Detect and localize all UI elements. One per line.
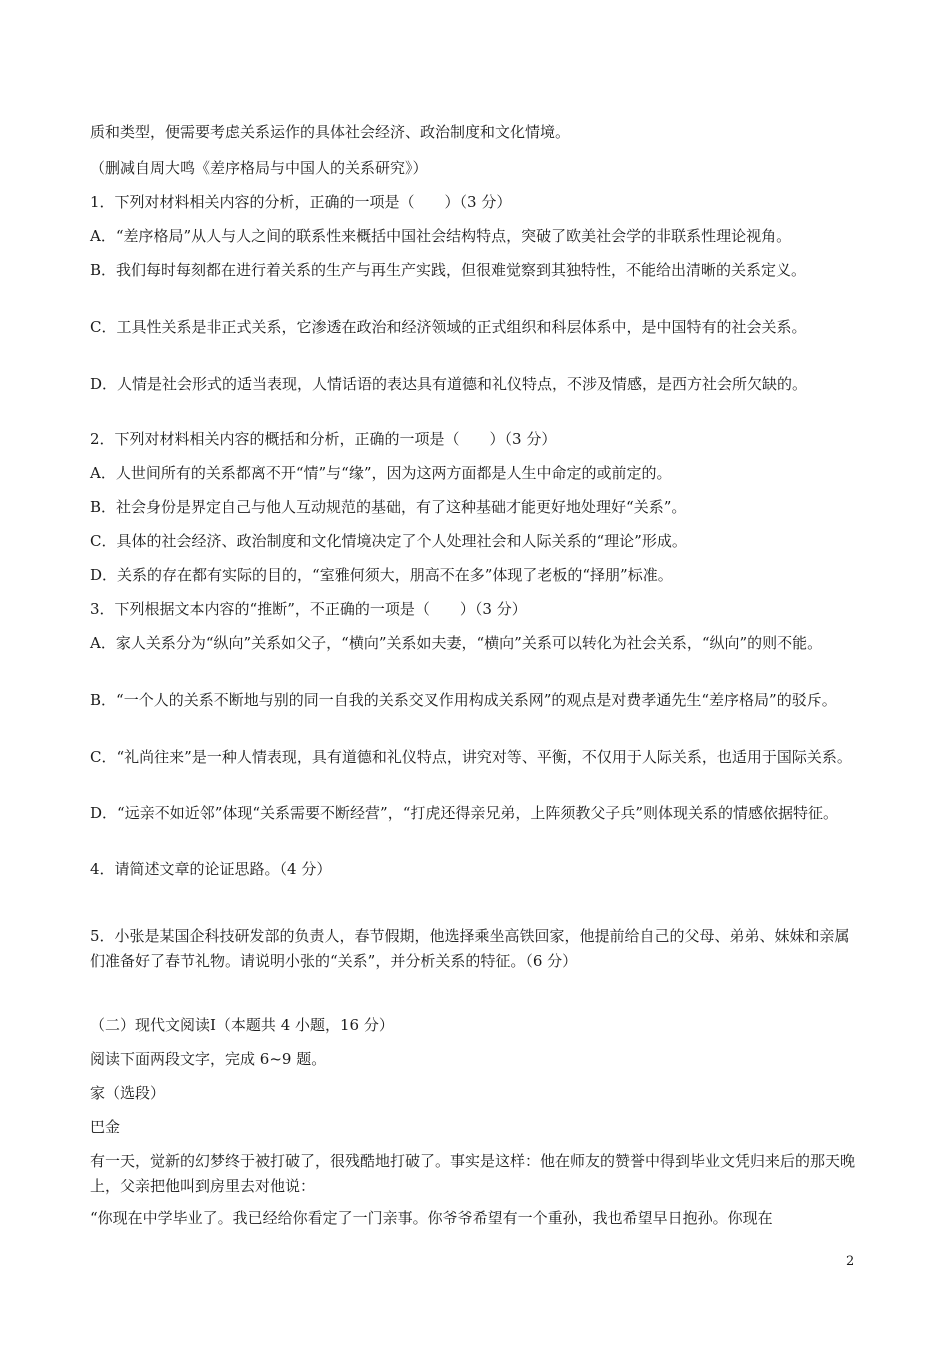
question-1-option-c: C．工具性关系是非正式关系，它渗透在政治和经济领域的正式组织和科层体系中，是中国特有的社会关系。	[90, 318, 807, 336]
question-3-option-a: A．家人关系分为“纵向”关系如父子，“横向”关系如夫妻，“横向”关系可以转化为社会关系，“纵向”的则不能。	[90, 634, 823, 652]
question-1-option-b: B．我们每时每刻都在进行着关系的生产与再生产实践，但很难觉察到其独特性，不能给出清晰的关系定义。	[90, 261, 807, 279]
question-3-option-b: B．“一个人的关系不断地与别的同一自我的关系交叉作用构成关系网”的观点是对费孝通先生“差序格局”的驳斥。	[90, 691, 837, 709]
passage-paragraph: “你现在中学毕业了。我已经给你看定了一门亲事。你爷爷希望有一个重孙，我也希望早日抱孙。你现在	[90, 1209, 773, 1227]
question-2-option-c: C．具体的社会经济、政治制度和文化情境决定了个人处理社会和人际关系的“理论”形成。	[90, 532, 687, 550]
question-3-option-c: C．“礼尚往来”是一种人情表现，具有道德和礼仪特点，讲究对等、平衡，不仅用于人际关系，也适用于国际关系。	[90, 748, 852, 766]
question-5: 5．小张是某国企科技研发部的负责人，春节假期，他选择乘坐高铁回家，他提前给自己的父母、弟弟、妹妹和亲属们准备好了春节礼物。请说明小张的“关系”，并分析关系的特征。（6 分）	[90, 927, 850, 970]
question-2: 2．下列对材料相关内容的概括和分析，正确的一项是（ ）（3 分）	[90, 430, 557, 448]
page-number: 2	[846, 1254, 855, 1269]
question-1-option-d: D．人情是社会形式的适当表现，人情话语的表达具有道德和礼仪特点，不涉及情感，是西方社会所欠缺的。	[90, 375, 808, 393]
passage-author: 巴金	[90, 1118, 121, 1136]
instruction: 阅读下面两段文字，完成 6~9 题。	[90, 1050, 327, 1068]
source-citation: （删减自周大鸣《差序格局与中国人的关系研究》）	[90, 159, 428, 177]
question-3-option-d: D．“远亲不如近邻”体现“关系需要不断经营”，“打虎还得亲兄弟，上阵须教父子兵”则体现关系的情感依据特征。	[90, 804, 839, 822]
question-1-option-a: A．“差序格局”从人与人之间的联系性来概括中国社会结构特点，突破了欧美社会学的非联系性理论视角。	[90, 227, 792, 245]
question-2-option-d: D．关系的存在都有实际的目的，“室雅何须大，朋高不在多”体现了老板的“择朋”标准。	[90, 566, 673, 584]
question-2-option-a: A．人世间所有的关系都离不开“情”与“缘”，因为这两方面都是人生中命定的或前定的。	[90, 464, 672, 482]
question-4: 4．请简述文章的论证思路。（4 分）	[90, 860, 332, 878]
section-heading: （二）现代文阅读Ⅰ（本题共 4 小题，16 分）	[90, 1016, 394, 1034]
question-1: 1．下列对材料相关内容的分析，正确的一项是（ ）（3 分）	[90, 193, 512, 211]
text-line: 质和类型，便需要考虑关系运作的具体社会经济、政治制度和文化情境。	[90, 123, 571, 141]
passage-paragraph: 有一天，觉新的幻梦终于被打破了，很残酷地打破了。事实是这样：他在师友的赞誉中得到毕业文凭归来后的那天晚上，父亲把他叫到房里去对他说：	[90, 1152, 856, 1195]
passage-title: 家（选段）	[90, 1084, 166, 1102]
question-2-option-b: B．社会身份是界定自己与他人互动规范的基础，有了这种基础才能更好地处理好“关系”。	[90, 498, 687, 516]
question-3: 3．下列根据文本内容的“推断”，不正确的一项是（ ）（3 分）	[90, 600, 527, 618]
